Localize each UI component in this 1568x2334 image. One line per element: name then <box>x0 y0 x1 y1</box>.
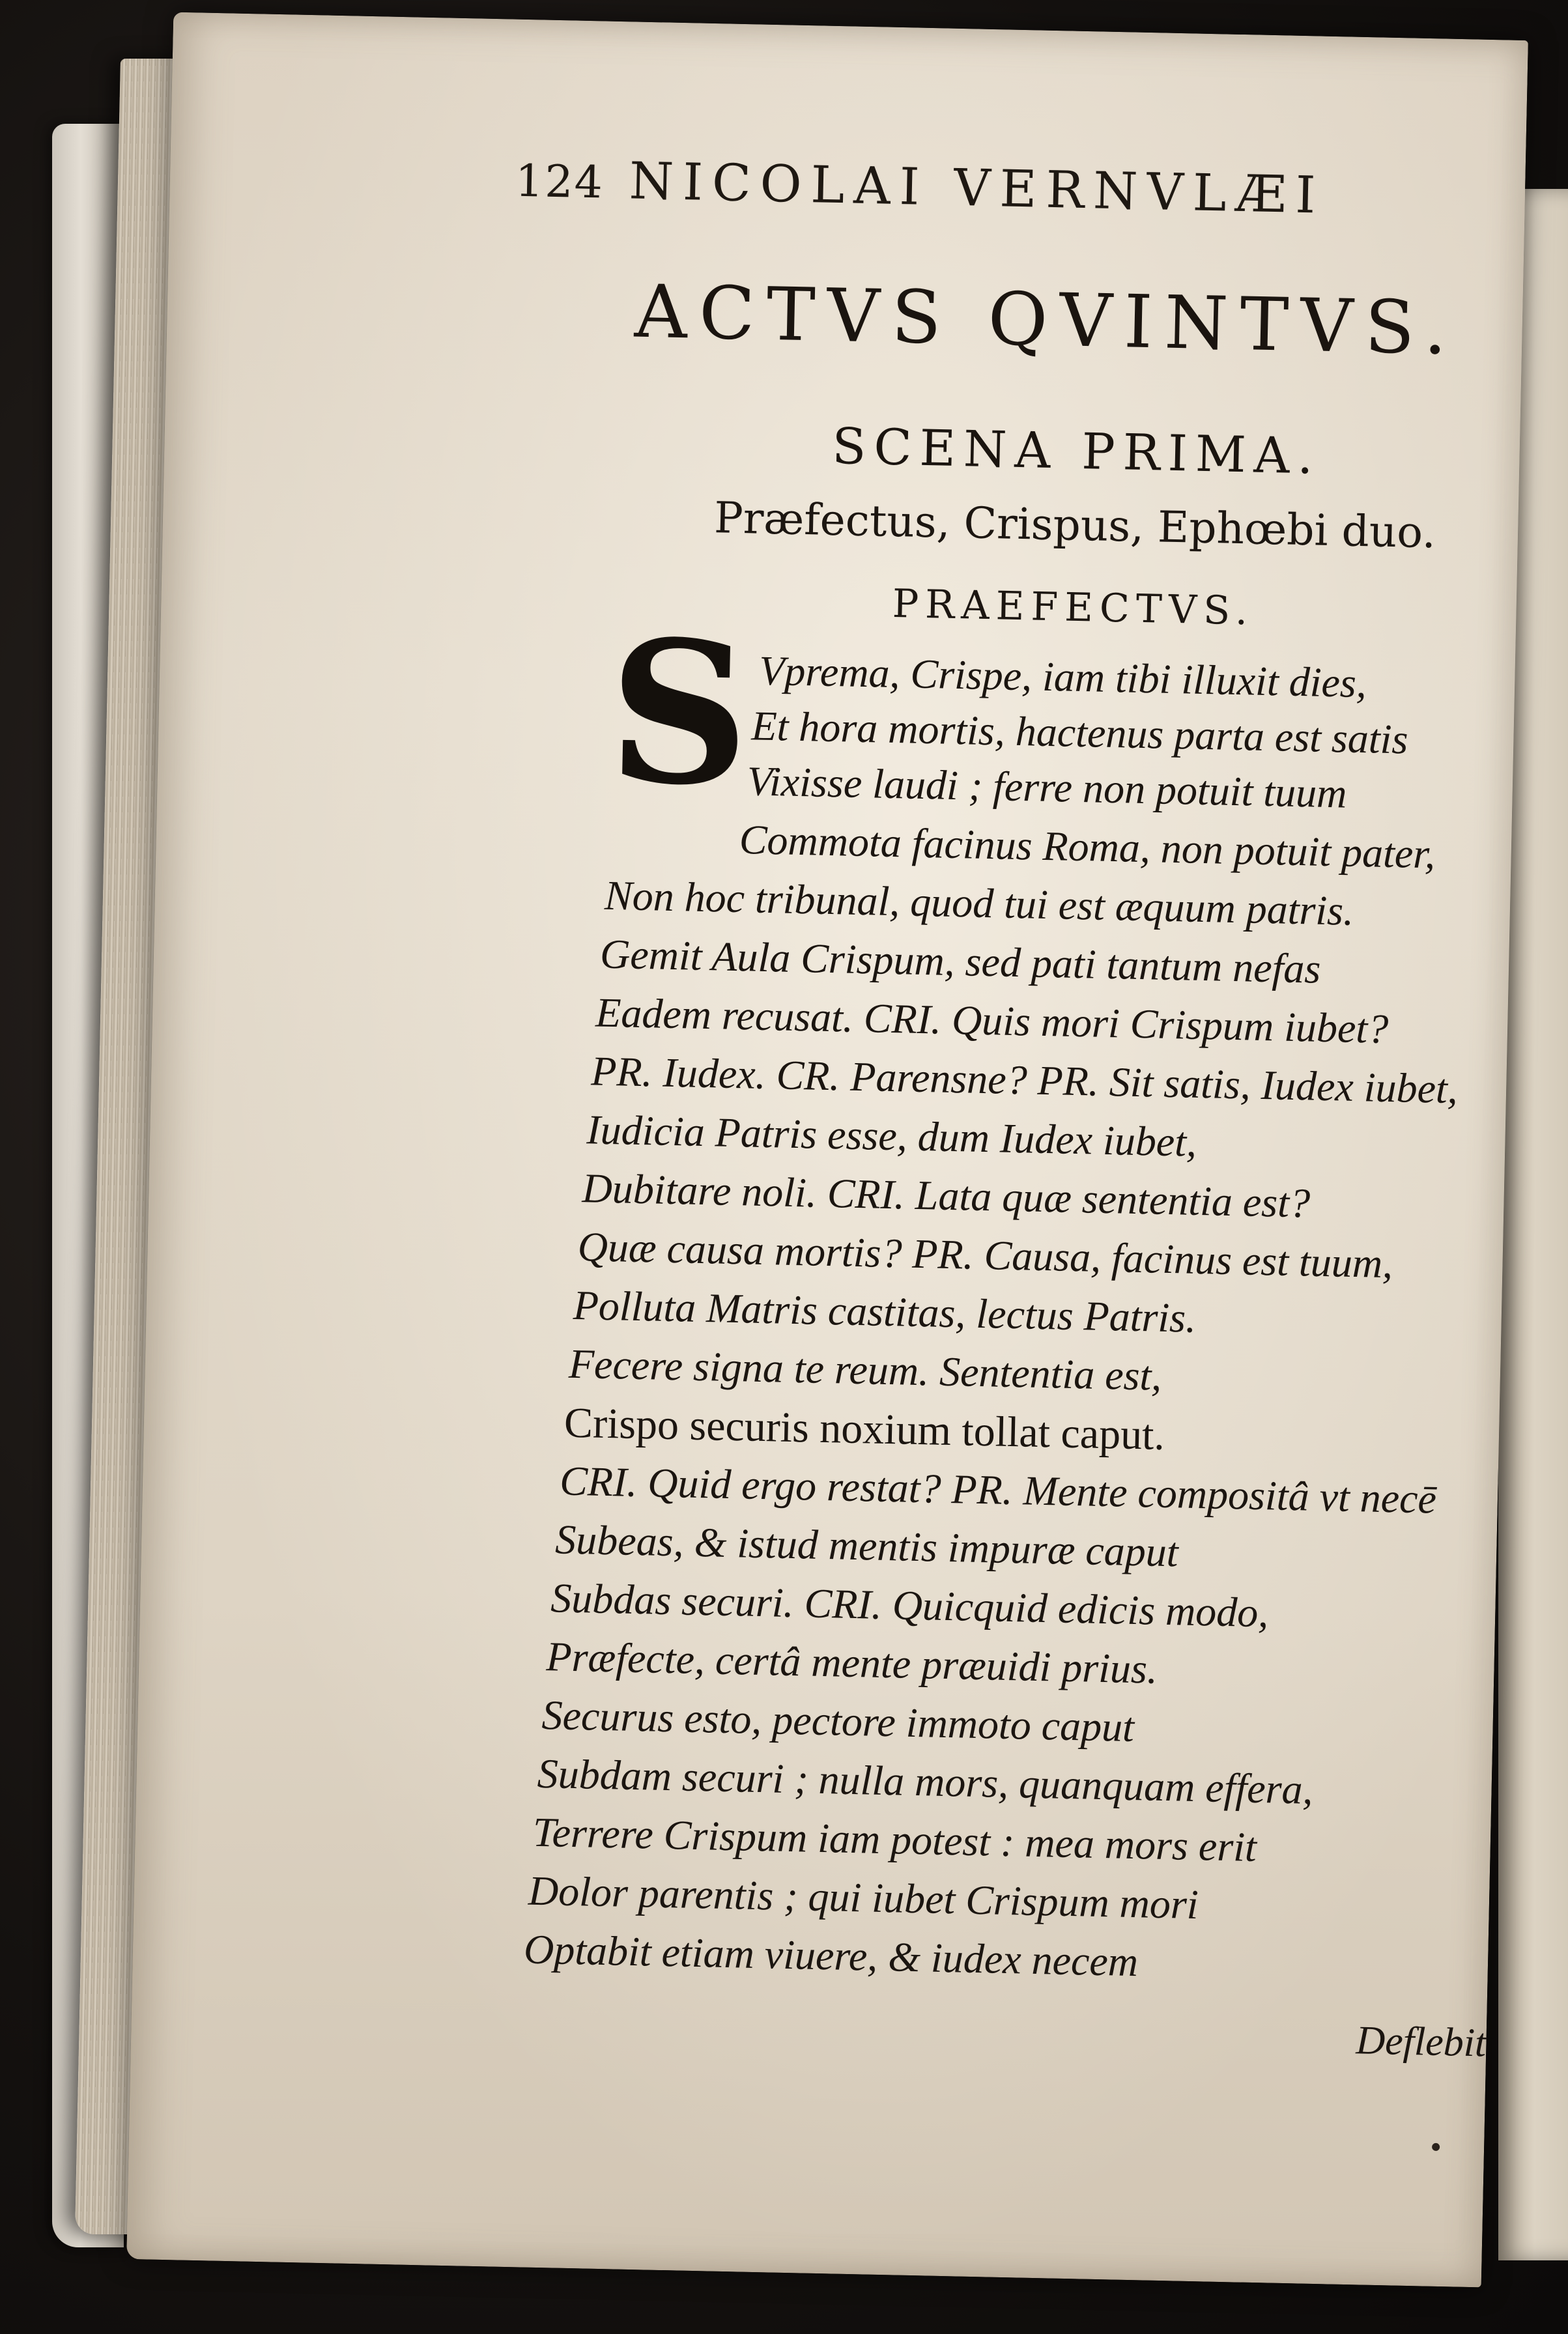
verse-line: Non hoc tribunal, quod tui est æquum patris. <box>604 872 1354 934</box>
verse-line: Terrere Crispum iam potest : mea mors erit <box>532 1808 1257 1871</box>
verse-line: Optabit etiam viuere, & iudex necem <box>523 1926 1139 1985</box>
verse-line: Polluta Matris castitas, lectus Patris. <box>573 1281 1197 1341</box>
verse-line: Fecere signa te reum. Sententia est, <box>568 1340 1163 1399</box>
dramatis-personae: Præfectus, Crispus, Ephœbi duo. <box>713 492 1436 558</box>
verse-line: Subeas, & istud mentis impuræ caput <box>554 1516 1179 1576</box>
page-number: 124 <box>515 155 605 209</box>
verse-line: Securus esto, pectore immoto caput <box>541 1692 1135 1751</box>
catchword: Deflebit <box>1355 2018 1487 2066</box>
book-page <box>126 12 1528 2288</box>
verse-line: PR. Iudex. CR. Parensne? PR. Sit satis, Iudex iubet, <box>590 1047 1459 1113</box>
verse-line: Vixisse laudi ; ferre non potuit tuum <box>747 758 1348 817</box>
verse-line: Commota facinus Roma, non potuit pater, <box>739 816 1436 877</box>
verse-line: Gemit Aula Crispum, sed pati tantum nefas <box>599 930 1322 992</box>
verse-line: Quæ causa mortis? PR. Causa, facinus est tuum, <box>577 1223 1393 1287</box>
verse-line: Crispo securis noxium tollat caput. <box>563 1399 1165 1459</box>
verse-line: Iudicia Patris esse, dum Iudex iubet, <box>586 1106 1197 1165</box>
verse-line: Subdam securi ; nulla mors, quanquam effera, <box>537 1750 1314 1813</box>
verse-line: Præfecte, certâ mente præuidi prius. <box>545 1633 1158 1692</box>
verse-line: CRI. Quid ergo restat? PR. Mente compositâ vt necē <box>559 1457 1437 1522</box>
running-title: NICOLAI VERNVLÆI <box>629 152 1326 225</box>
verse-line: Subdas securi. CRI. Quicquid edicis modo, <box>550 1574 1270 1636</box>
page-header <box>515 150 1558 230</box>
verse-line: Vprema, Crispe, iam tibi illuxit dies, <box>758 647 1367 707</box>
verse-line: Et hora mortis, hactenus parta est satis <box>750 702 1409 763</box>
scene-title: SCENA PRIMA. <box>831 416 1322 485</box>
speaker-heading: PRAEFECTVS. <box>892 580 1255 634</box>
drop-cap: S <box>606 596 752 830</box>
verse-line: Eadem recusat. CRI. Quis mori Crispum iubet? <box>595 989 1389 1052</box>
page-speck <box>1432 2143 1440 2151</box>
act-title: ACTVS QVINTVS. <box>633 269 1460 372</box>
verse-line: Dolor parentis ; qui iubet Crispum mori <box>528 1867 1199 1928</box>
verse-line: Dubitare noli. CRI. Lata quæ sententia est? <box>581 1165 1311 1227</box>
